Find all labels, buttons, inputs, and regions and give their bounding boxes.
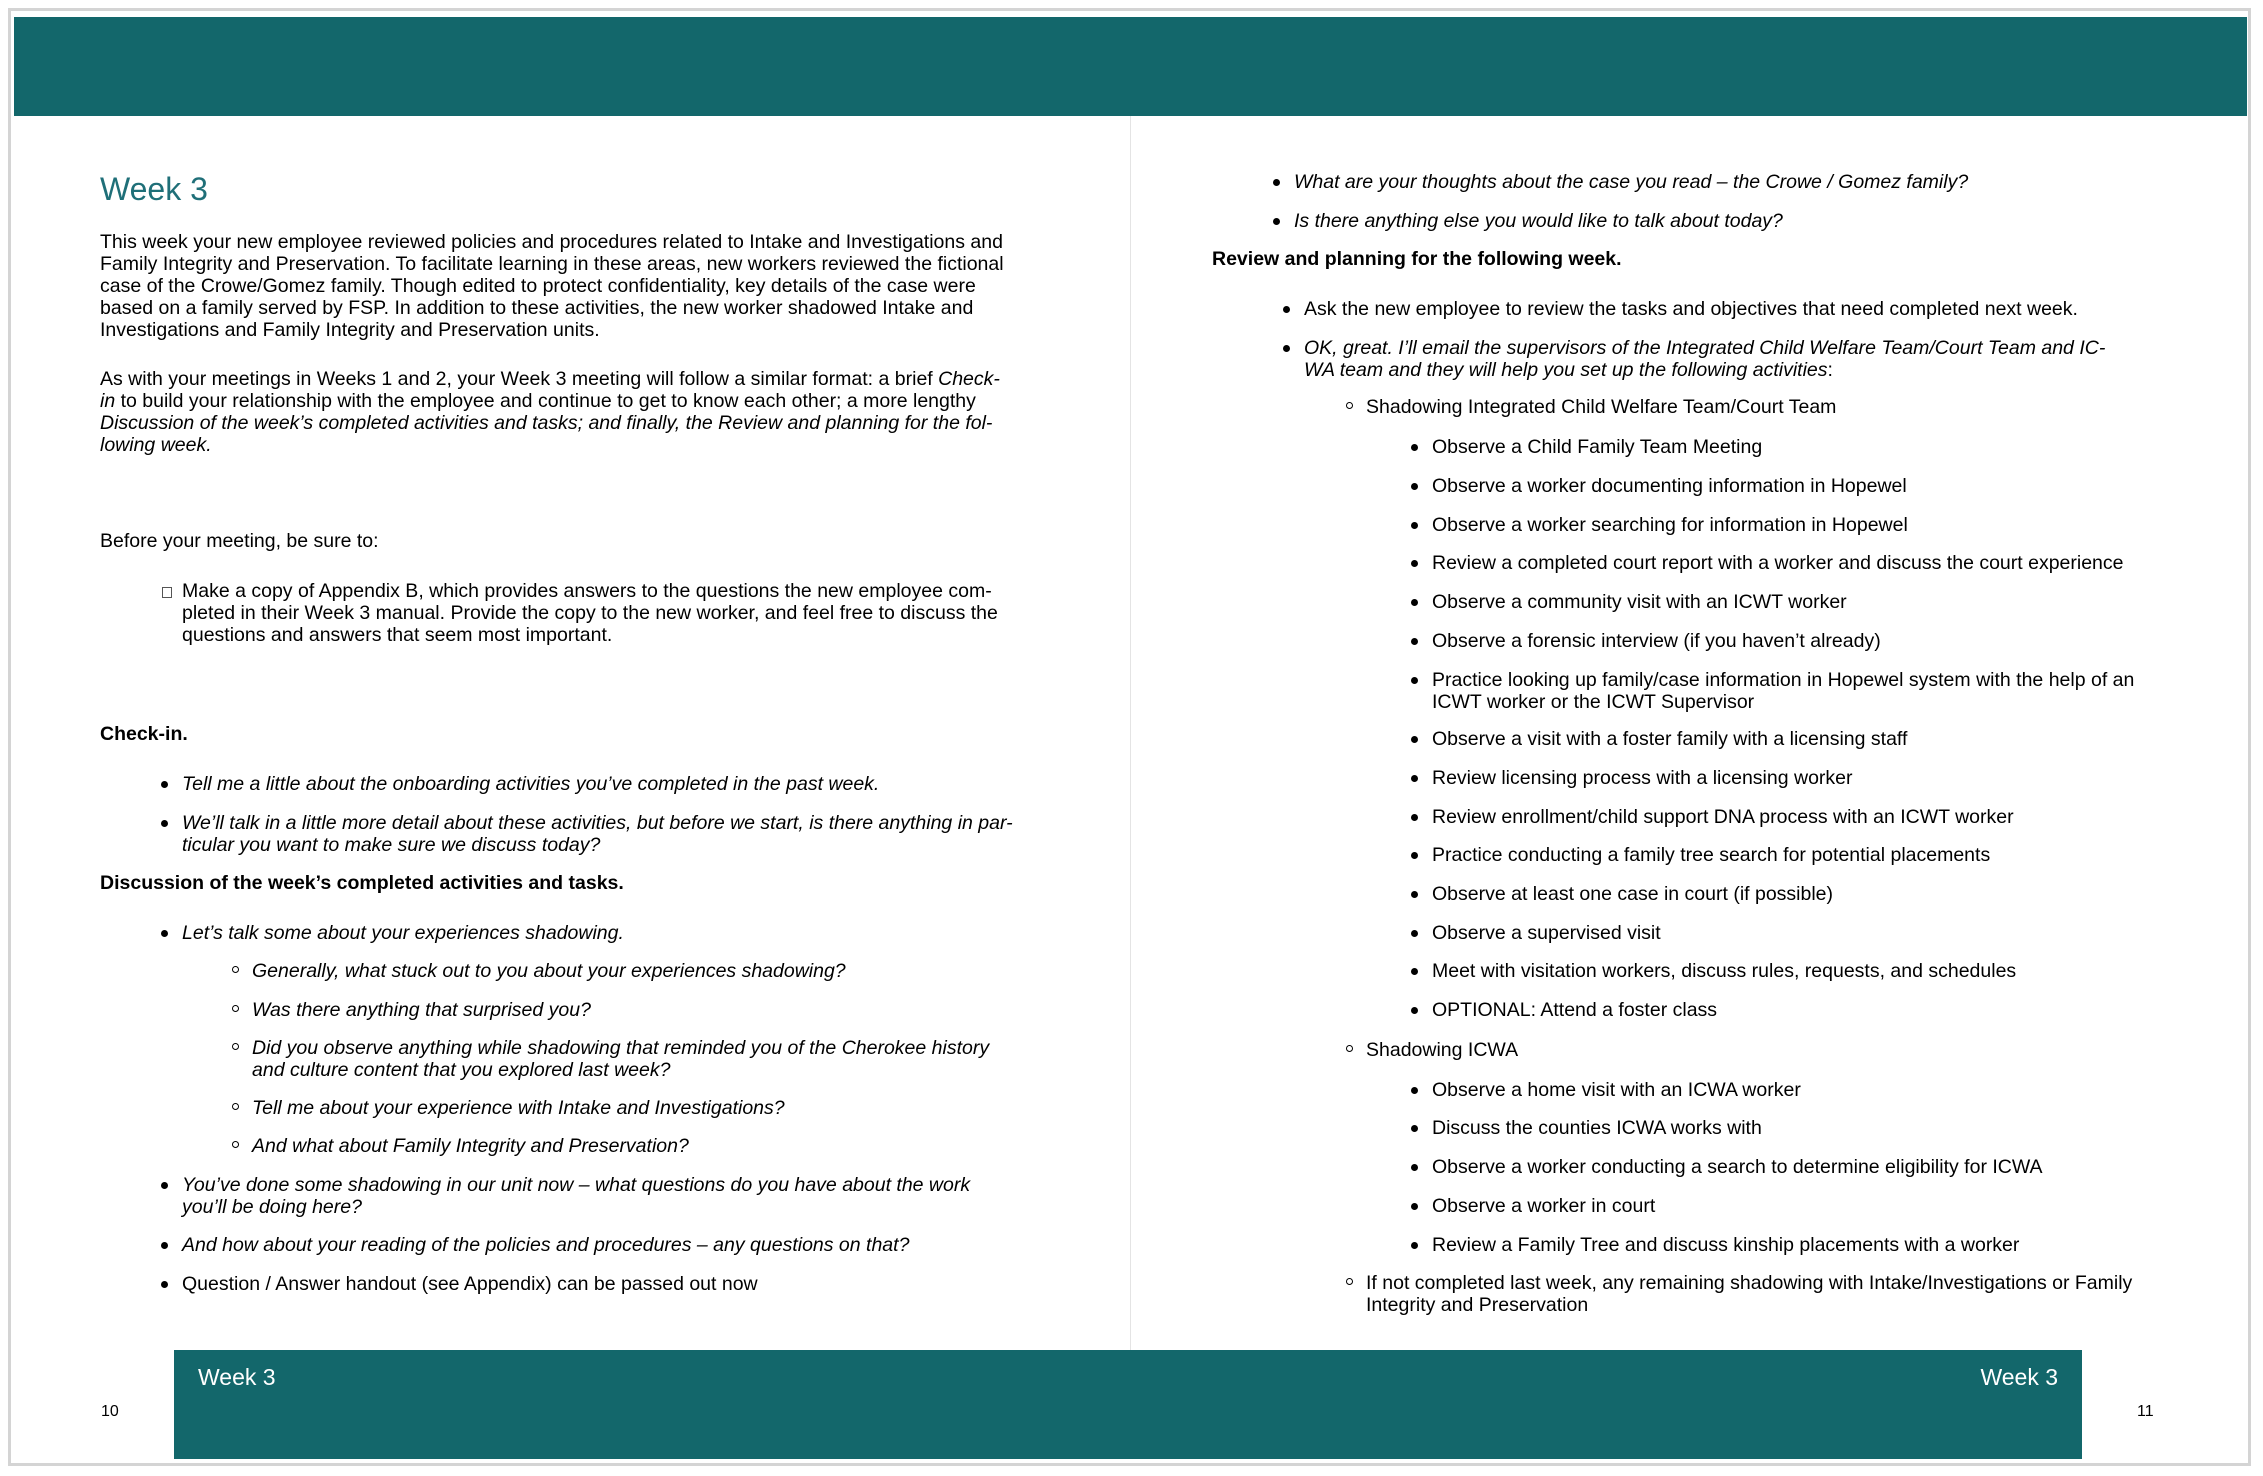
handout-item: Question / Answer handout (see Appendix) can be passed out now [162,1273,1032,1295]
icwt-activity-item: Observe a worker documenting information in Hopewel [1412,475,2172,497]
discussion-heading: Discussion of the week’s completed activities and tasks. [100,872,624,894]
checklist-line: pleted in their Week 3 manual. Provide the copy to the new worker, and feel free to discuss the [182,602,998,624]
bullet-icon [161,1242,168,1249]
footer-band [174,1350,2082,1459]
sub-bullet-icon [232,966,239,973]
bullet-icon [1283,345,1290,352]
discussion-sub-item: Tell me about your experience with Intake and Investigations? [232,1097,1032,1119]
page-number-right: 11 [2137,1403,2154,1420]
discussion-item: And how about your reading of the policies and procedures – any questions on that? [162,1234,1032,1256]
bullet-icon [1283,306,1290,313]
format-text: As with your meetings in Weeks 1 and 2, your Week 3 meeting will follow a similar format: a brief [100,368,939,390]
sub-bullet-icon [232,1141,239,1148]
activity-group-title: Shadowing ICWA [1346,1039,2166,1061]
bullet-icon [1411,522,1418,529]
bullet-icon [1411,968,1418,975]
icwa-activity-item: Observe a worker conducting a search to determine eligibility for ICWA [1412,1156,2172,1178]
intro-line: Family Integrity and Preservation. To facilitate learning in these areas, new workers reviewed the fictional [100,253,1004,275]
icwt-activity-item: Meet with visitation workers, discuss rules, requests, and schedules [1412,960,2172,982]
bullet-icon [1411,1203,1418,1210]
bullet-icon [1411,1164,1418,1171]
icwt-activity-item: Observe a supervised visit [1412,922,2172,944]
checklist-line: Make a copy of Appendix B, which provides answers to the questions the new employee com- [182,580,992,602]
review-item: Ask the new employee to review the tasks and objectives that need completed next week. [1284,298,2164,320]
question-item: What are your thoughts about the case you read – the Crowe / Gomez family? [1274,171,2164,193]
page-number-left: 10 [101,1403,119,1420]
intro-line: Investigations and Family Integrity and Preservation units. [100,319,600,341]
icwt-activity-item: Observe a visit with a foster family with a licensing staff [1412,728,2172,750]
bullet-icon [1411,891,1418,898]
activity-group-title: Shadowing Integrated Child Welfare Team/Court Team [1346,396,2166,418]
footer-label-right: Week 3 [1980,1364,2058,1390]
bullet-icon [161,1182,168,1189]
bullet-icon [161,1281,168,1288]
intro-line: This week your new employee reviewed policies and procedures related to Intake and Investigations and [100,231,1003,253]
sub-bullet-icon [232,1043,239,1050]
bullet-icon [1273,218,1280,225]
sub-bullet-icon [232,1103,239,1110]
header-band [14,17,2247,116]
bullet-icon [1411,1125,1418,1132]
format-text-italic: Discussion of the week’s completed activities and tasks; and finally, the Review and planning for the fol- [100,412,993,434]
bullet-icon [1411,1242,1418,1249]
checkin-heading: Check-in. [100,723,188,745]
review-heading: Review and planning for the following week. [1212,248,1622,270]
review-item: OK, great. I’ll email the supervisors of the Integrated Child Welfare Team/Court Team and IC- WA team and they will help you set up the following activities: [1284,337,2164,381]
bullet-icon [1411,444,1418,451]
discussion-item: You’ve done some shadowing in our unit now – what questions do you have about the work you’ll be doing here? [162,1174,1032,1218]
checkin-item: We’ll talk in a little more detail about these activities, but before we start, is there anything in par- ticular you want to make sure we discuss today? [162,812,1032,856]
icwt-activity-item: OPTIONAL: Attend a foster class [1412,999,2172,1021]
icwt-activity-item: Observe a Child Family Team Meeting [1412,436,2172,458]
sub-bullet-icon [232,1005,239,1012]
bullet-icon [1411,599,1418,606]
icwt-activity-item: Observe a worker searching for information in Hopewel [1412,514,2172,536]
sub-bullet-icon [1346,402,1353,409]
intro-paragraph [100,231,1035,341]
bullet-icon [1273,179,1280,186]
discussion-sub-item: Generally, what stuck out to you about your experiences shadowing? [232,960,1032,982]
bullet-icon [1411,775,1418,782]
page-spine [1130,116,1131,1350]
bullet-icon [1411,1087,1418,1094]
sub-bullet-icon [1346,1045,1353,1052]
checklist-item [162,580,1032,646]
format-paragraph [100,368,1035,456]
bullet-icon [161,820,168,827]
bullet-icon [1411,560,1418,567]
intro-line: based on a family served by FSP. In addition to these activities, the new worker shadowed Intake and [100,297,974,319]
bullet-icon [1411,814,1418,821]
bullet-icon [161,930,168,937]
question-item: Is there anything else you would like to talk about today? [1274,210,2164,232]
discussion-sub-item: And what about Family Integrity and Preservation? [232,1135,1032,1157]
format-text-italic: Check- [938,368,1000,390]
icwa-activity-item: Review a Family Tree and discuss kinship placements with a worker [1412,1234,2172,1256]
icwt-activity-item: Review a completed court report with a worker and discuss the court experience [1412,552,2172,574]
icwt-activity-item: Review licensing process with a licensing worker [1412,767,2172,789]
bullet-icon [1411,483,1418,490]
format-text-italic: lowing week. [100,434,212,456]
icwt-activity-item: Review enrollment/child support DNA process with an ICWT worker [1412,806,2172,828]
format-text-italic: in [100,390,116,412]
checkbox-icon [162,587,172,598]
icwt-activity-item: Observe at least one case in court (if possible) [1412,883,2172,905]
before-meeting-text: Before your meeting, be sure to: [100,530,379,552]
discussion-sub-item: Was there anything that surprised you? [232,999,1032,1021]
bullet-icon [161,781,168,788]
bullet-icon [1411,638,1418,645]
footer-label-left: Week 3 [198,1364,276,1390]
icwa-activity-item: Observe a home visit with an ICWA worker [1412,1079,2172,1101]
intro-line: case of the Crowe/Gomez family. Though edited to protect confidentiality, key details of the case were [100,275,976,297]
bullet-icon [1411,1007,1418,1014]
icwa-activity-item: Discuss the counties ICWA works with [1412,1117,2172,1139]
icwt-activity-item: Practice conducting a family tree search for potential placements [1412,844,2172,866]
checkin-item: Tell me a little about the onboarding activities you’ve completed in the past week. [162,773,1032,795]
bullet-icon [1411,677,1418,684]
activity-group-title: If not completed last week, any remaining shadowing with Intake/Investigations or Family Integrity and Preservation [1346,1272,2166,1316]
icwt-activity-item: Observe a forensic interview (if you haven’t already) [1412,630,2172,652]
sub-bullet-icon [1346,1278,1353,1285]
discussion-item: Let’s talk some about your experiences shadowing. [162,922,1032,944]
icwt-activity-item: Observe a community visit with an ICWT worker [1412,591,2172,613]
discussion-sub-item: Did you observe anything while shadowing that reminded you of the Cherokee history and culture content that you explored last week? [232,1037,1032,1081]
bullet-icon [1411,736,1418,743]
bullet-icon [1411,930,1418,937]
format-text: to build your relationship with the employee and continue to get to know each other; a more lengthy [115,390,976,412]
bullet-icon [1411,852,1418,859]
checklist-line: questions and answers that seem most important. [182,624,613,646]
icwa-activity-item: Observe a worker in court [1412,1195,2172,1217]
icwt-activity-item: Practice looking up family/case information in Hopewel system with the help of an ICWT worker or the ICWT Supervisor [1412,669,2172,713]
page-title: Week 3 [100,171,208,207]
